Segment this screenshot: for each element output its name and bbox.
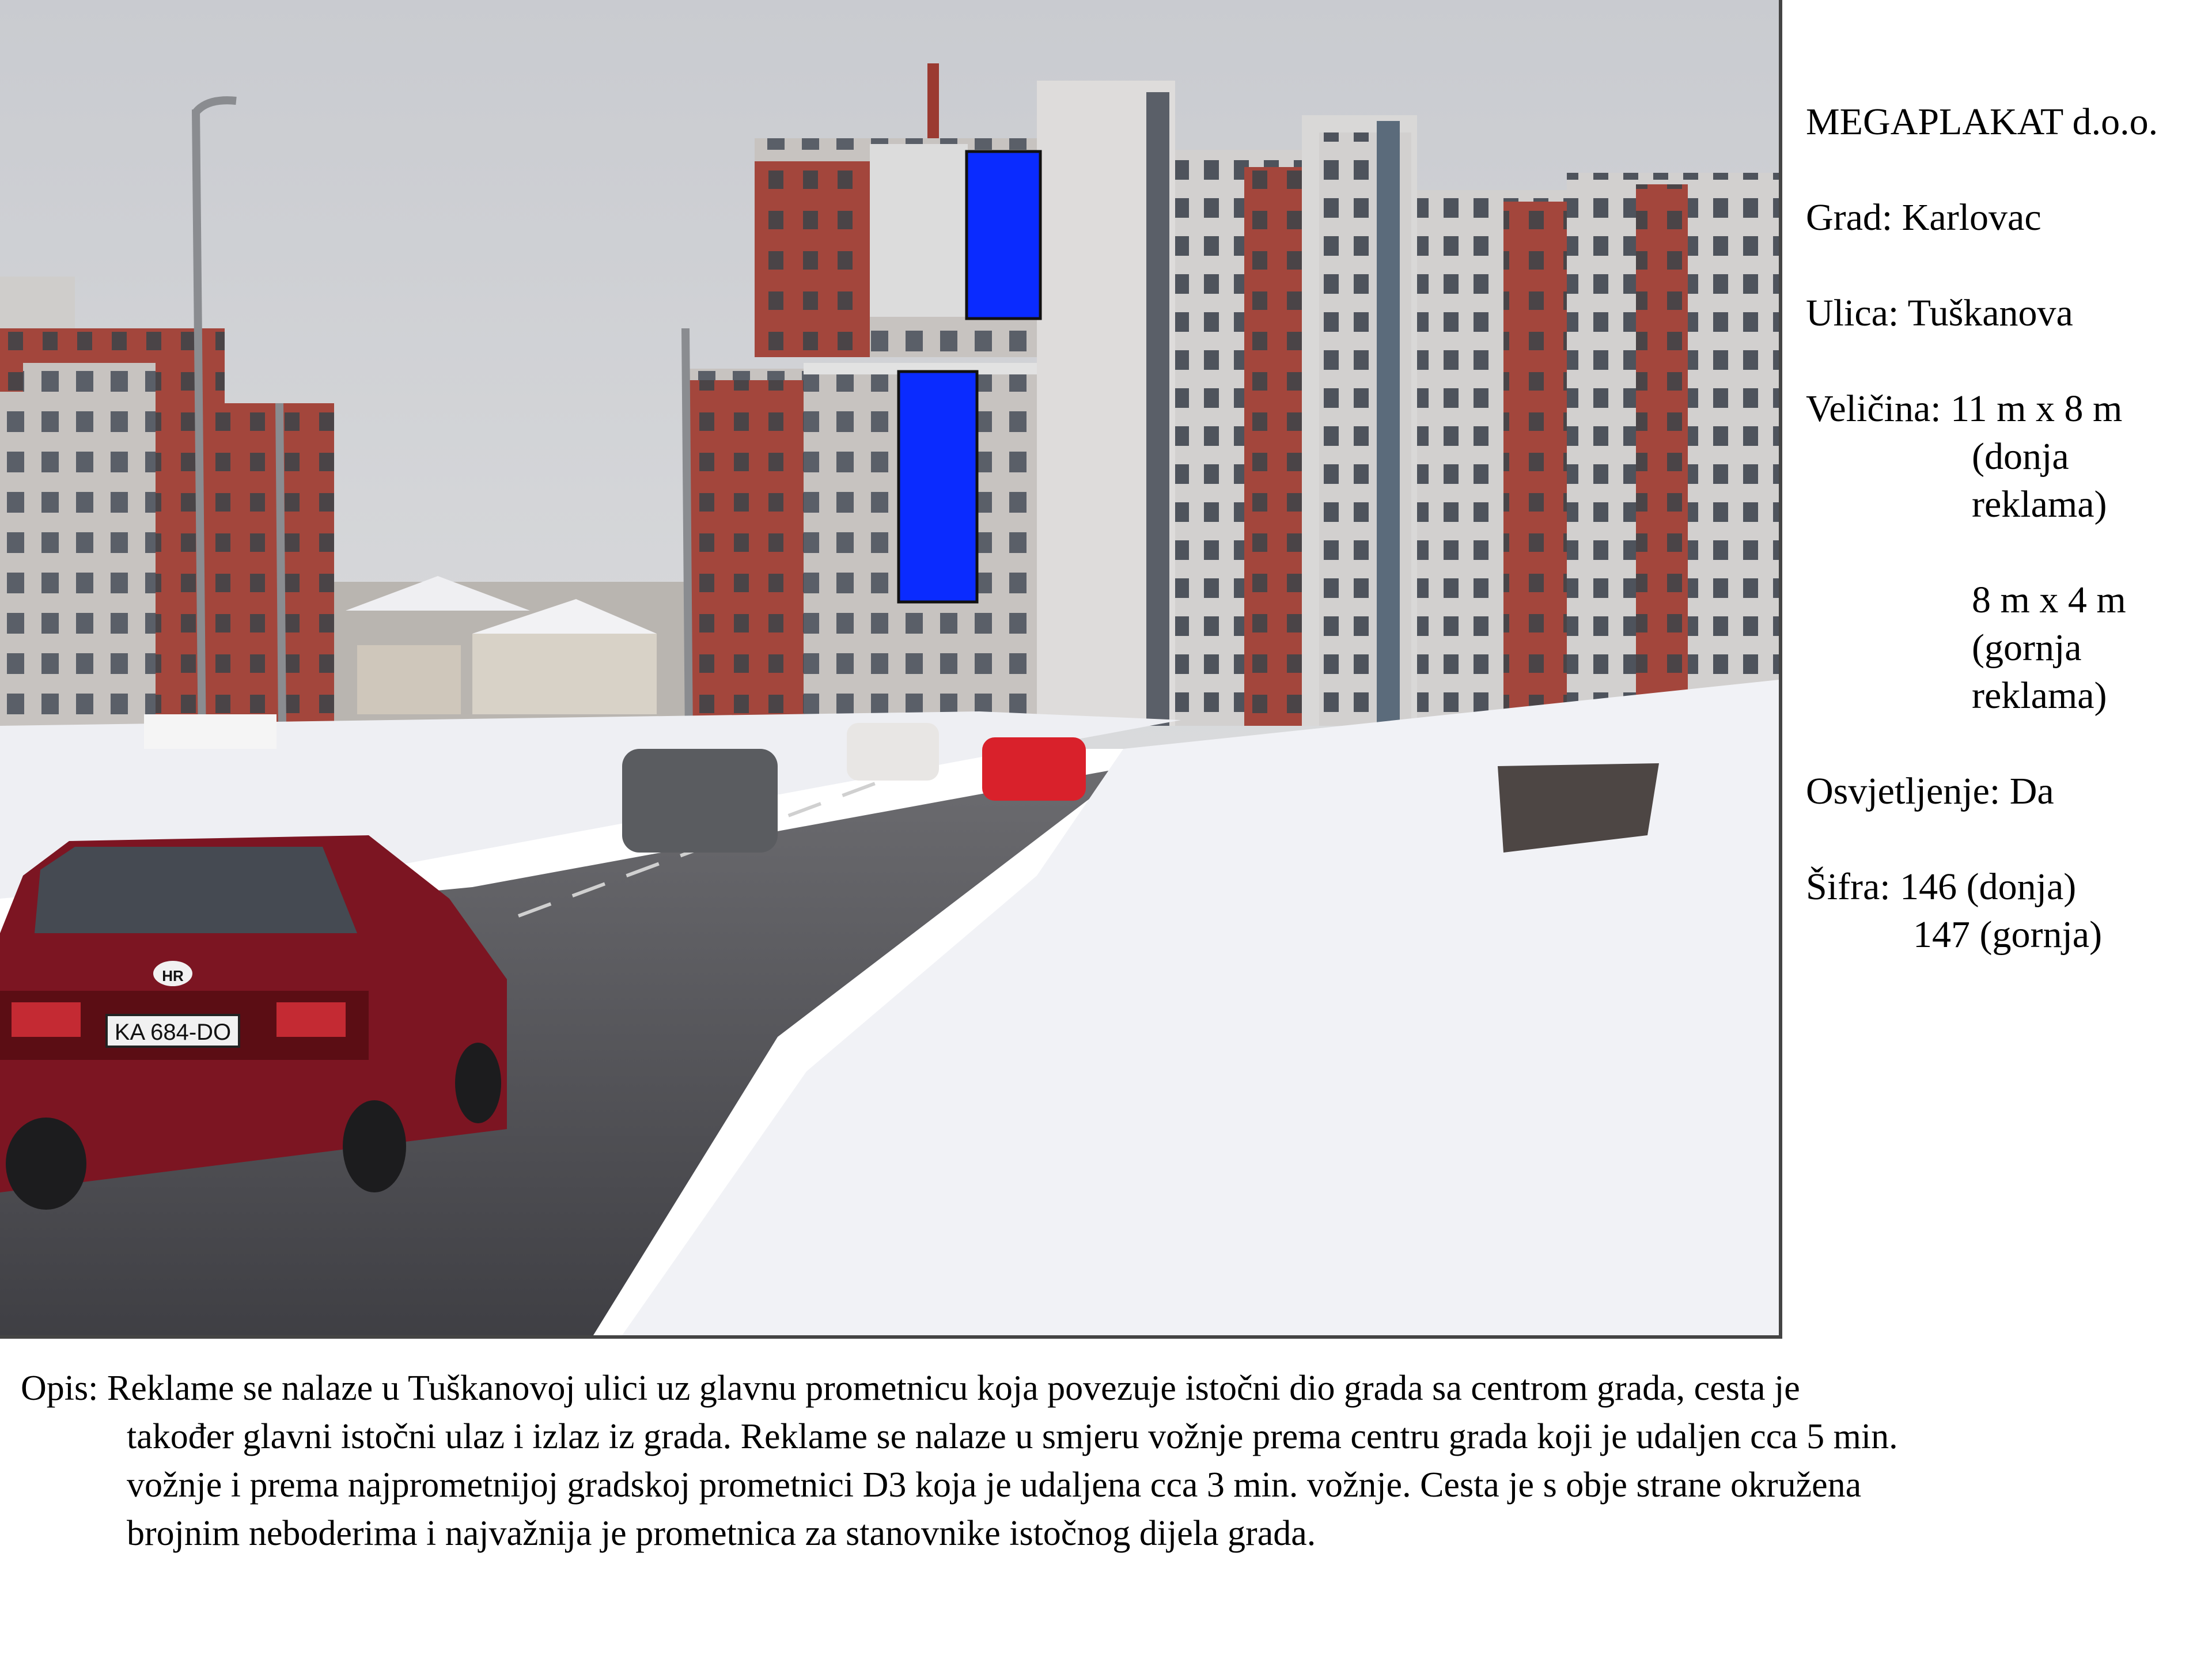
code-2: 147 (gornja) xyxy=(1913,914,2103,956)
size-2-note-b: reklama) xyxy=(1972,675,2107,717)
description xyxy=(21,1364,2204,1558)
description-label: Opis: xyxy=(21,1369,99,1408)
size-2-note-a: (gornja xyxy=(1972,627,2082,669)
size-1-note-b: reklama) xyxy=(1972,483,2107,525)
lighting: Osvjetljenje: Da xyxy=(1806,770,2054,812)
size-label: Veličina: xyxy=(1806,388,1941,430)
code-1: 146 (donja) xyxy=(1900,866,2077,908)
distant-houses xyxy=(334,576,703,726)
billboard-upper xyxy=(967,151,1040,319)
code-label: Šifra: xyxy=(1806,866,1891,908)
size-1: 11 m x 8 m xyxy=(1950,388,2123,430)
street: Ulica: Tuškanova xyxy=(1806,292,2073,334)
info-panel xyxy=(1806,98,2203,959)
description-line-2: također glavni istočni ulaz i izlaz iz grada. Reklame se nalaze u smjeru vožnje prema centru grada koji je udaljen cca 5 min. xyxy=(127,1417,1898,1456)
description-line-3: vožnje i prema najprometnijoj gradskoj prometnici D3 koja je udaljena cca 3 min. vožnje. Cesta je s obje strane okružena xyxy=(127,1465,1862,1505)
size-2: 8 m x 4 m xyxy=(1972,579,2126,621)
tower-right-complex xyxy=(1037,81,1779,726)
size-row-1 xyxy=(1806,385,2203,433)
description-line-4: brojnim neboderima i najvažnija je prometnica za stanovnike istočnog dijela grada. xyxy=(127,1514,1316,1553)
description-line-1: Reklame se nalaze u Tuškanovoj ulici uz glavnu prometnicu koja povezuje istočni dio grada sa centrom grada, cesta je xyxy=(107,1369,1800,1408)
code-row-1 xyxy=(1806,863,2203,911)
license-plate: KA 684-DO xyxy=(114,1020,232,1045)
billboard-lower xyxy=(899,372,977,602)
city: Grad: Karlovac xyxy=(1806,196,2041,238)
size-1-note-a: (donja xyxy=(1972,435,2069,478)
company-name: MEGAPLAKAT d.o.o. xyxy=(1806,101,2158,143)
country-badge: HR xyxy=(162,967,184,984)
